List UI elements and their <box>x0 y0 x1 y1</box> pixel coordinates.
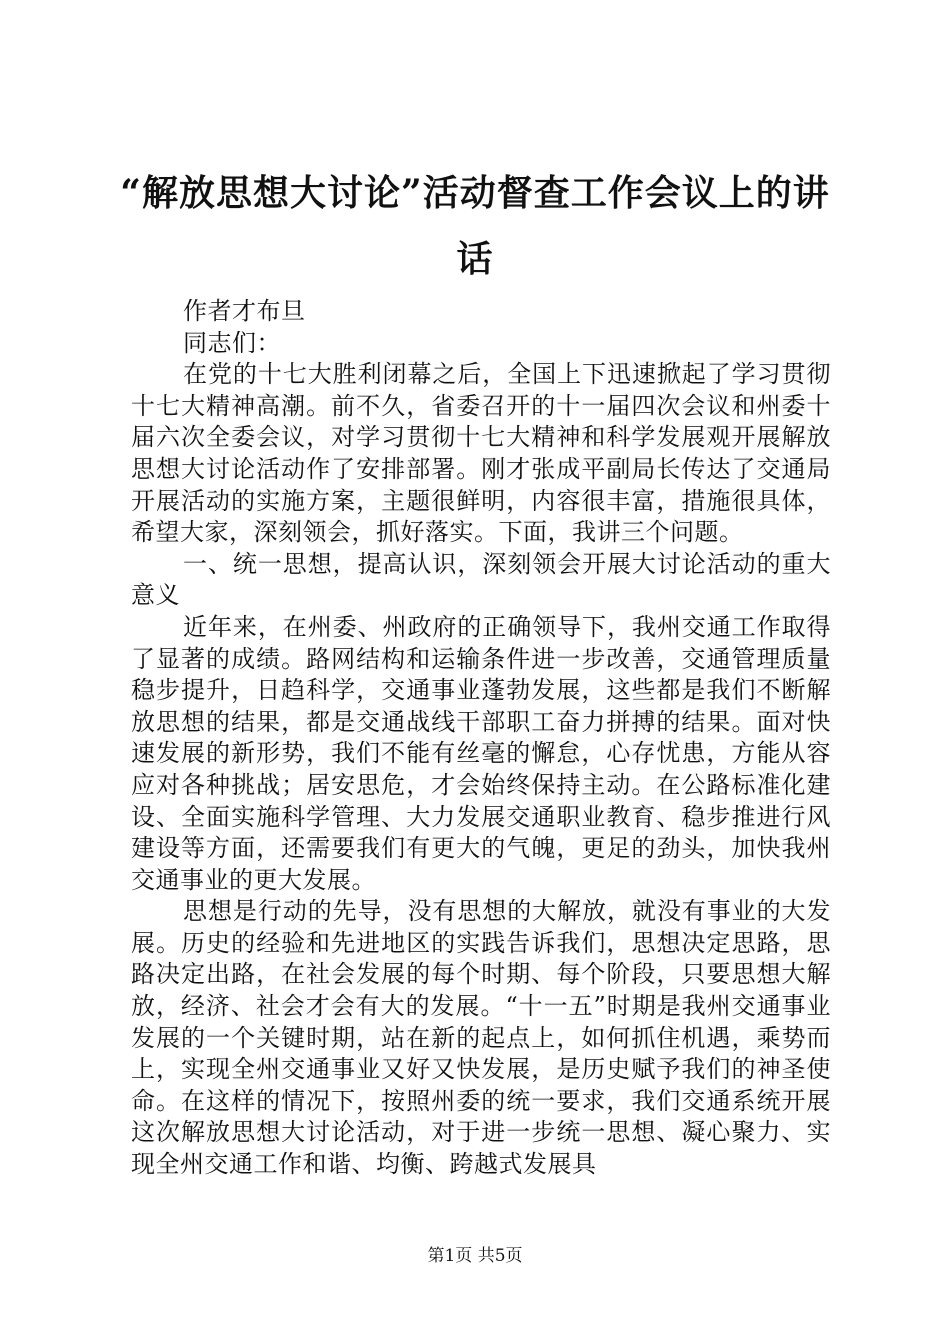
salutation: 同志们： <box>183 328 281 357</box>
section-heading: 一、统一思想，提高认识，深刻领会开展大讨论活动的重大意义 <box>131 549 831 610</box>
document-body <box>131 296 831 1181</box>
document-title: “解放思想大讨论”活动督查工作会议上的讲话 <box>120 172 830 280</box>
page-footer: 第1页 共5页 <box>427 1246 523 1266</box>
author-line: 作者才布旦 <box>183 297 306 325</box>
body-paragraph: 在党的十七大胜利闭幕之后，全国上下迅速掀起了学习贯彻十七大精神高潮。前不久，省委召开的十一届四次会议和州委十届六次全委会议，对学习贯彻十七大精神和科学发展观开展解放思想大讨论活动作了安排部署。刚才张成平副局长传达了交通局开展活动的实施方案，主题很鲜明，内容很丰富，措施很具体，希望大家，深刻领会，抓好落实。下面，我讲三个问题。 <box>131 360 831 547</box>
body-paragraph: 思想是行动的先导，没有思想的大解放，就没有事业的大发展。历史的经验和先进地区的实践告诉我们，思想决定思路，思路决定出路，在社会发展的每个时期、每个阶段，只要思想大解放，经济、社会才会有大的发展。“十一五”时期是我州交通事业发展的一个关键时期，站在新的起点上，如何抓住机遇，乘势而上，实现全州交通事业又好又快发展，是历史赋予我们的神圣使命。在这样的情况下，按照州委的统一要求，我们交通系统开展这次解放思想大讨论活动，对于进一步统一思想、凝心聚力、实现全州交通工作和谐、均衡、跨越式发展具 <box>131 897 831 1179</box>
body-paragraph: 近年来，在州委、州政府的正确领导下，我州交通工作取得了显著的成绩。路网结构和运输条件进一步改善，交通管理质量稳步提升，日趋科学，交通事业蓬勃发展，这些都是我们不断解放思想的结果，都是交通战线干部职工奋力拼搏的结果。面对快速发展的新形势，我们不能有丝毫的懈怠，心存忧患，方能从容应对各种挑战；居安思危，才会始终保持主动。在公路标准化建设、全面实施科学管理、大力发展交通职业教育、稳步推进行风建设等方面，还需要我们有更大的气魄，更足的劲头，加快我州交通事业的更大发展。 <box>131 612 831 894</box>
